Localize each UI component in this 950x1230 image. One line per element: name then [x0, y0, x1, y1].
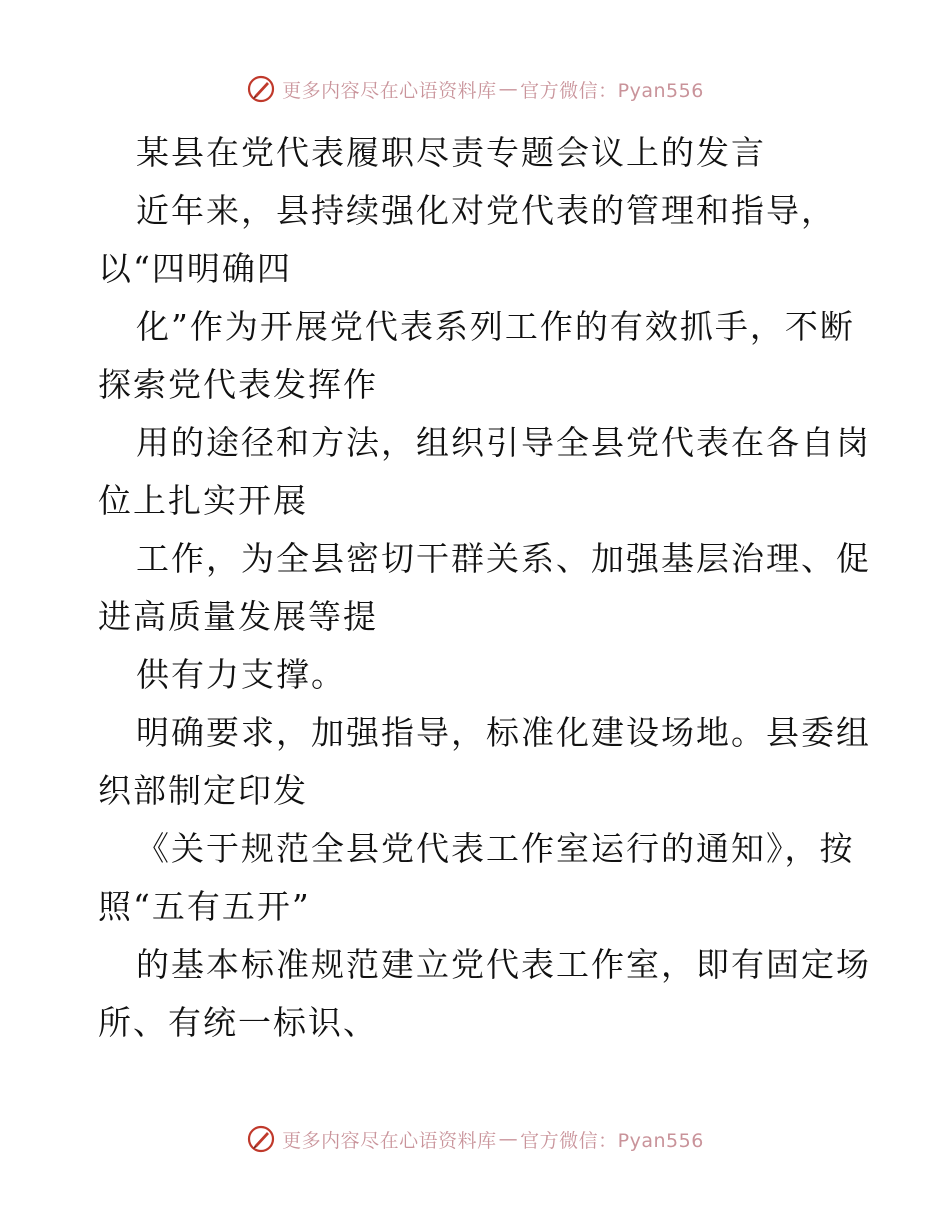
- paragraph-line: 化”作为开展党代表系列工作的有效抓手，不断: [136, 307, 855, 346]
- paragraph-line: 《关于规范全县党代表工作室运行的通知》，按: [136, 829, 855, 868]
- paragraph-line: 照“五有五开”: [98, 887, 311, 926]
- paragraph-line: 探索党代表发挥作: [98, 365, 378, 404]
- banner-text: 更多内容尽在心语资料库: [282, 1129, 497, 1152]
- paragraph-line: 位上扎实开展: [98, 481, 308, 520]
- paragraph-line: 供有力支撑。: [136, 655, 346, 694]
- banner-separator: —: [498, 78, 519, 100]
- paragraph-line: 所、有统一标识、: [98, 1003, 378, 1042]
- paragraph-line: 进高质量发展等提: [98, 597, 378, 636]
- paragraph-line: 明确要求，加强指导，标准化建设场地。县委组: [136, 713, 871, 752]
- banner-wechat: 官方微信：Pyan556: [520, 79, 704, 102]
- paragraph-line: 的基本标准规范建立党代表工作室，即有固定场: [136, 945, 871, 984]
- paragraph-line: 以“四明确四: [98, 249, 292, 288]
- paragraph-line: 工作，为全县密切干群关系、加强基层治理、促: [136, 539, 871, 578]
- header-watermark: [0, 74, 950, 104]
- banner-separator: —: [498, 1128, 519, 1150]
- quill-logo-icon: [246, 74, 276, 104]
- banner-text: 更多内容尽在心语资料库: [282, 79, 497, 102]
- quill-logo-icon: [246, 1124, 276, 1154]
- banner-wechat: 官方微信：Pyan556: [520, 1129, 704, 1152]
- footer-watermark: [0, 1124, 950, 1154]
- paragraph-line: 用的途径和方法，组织引导全县党代表在各自岗: [136, 423, 871, 462]
- paragraph-line: 近年来，县持续强化对党代表的管理和指导，: [136, 191, 836, 230]
- document-title: 某县在党代表履职尽责专题会议上的发言: [136, 133, 766, 172]
- document-body: [98, 124, 871, 1052]
- paragraph-line: 织部制定印发: [98, 771, 308, 810]
